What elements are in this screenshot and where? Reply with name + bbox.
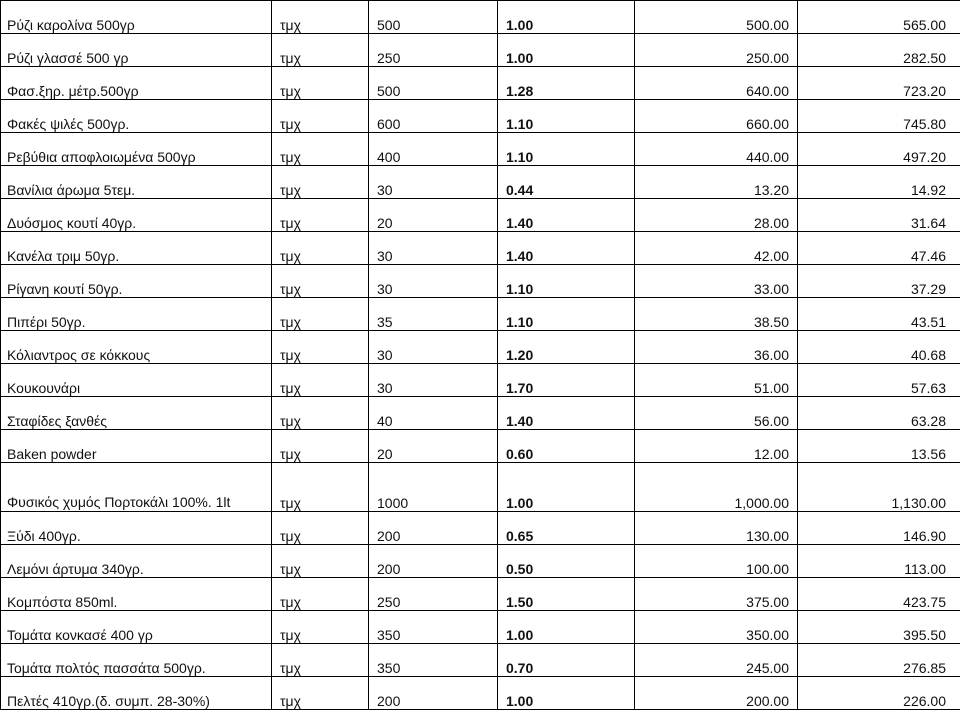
gross-amount: 423.75 [798,578,960,611]
table-row [1,133,960,166]
net-amount: 13.20 [635,166,798,199]
quantity: 350 [369,611,498,644]
net-amount: 640.00 [635,67,798,100]
unit-price: 0.50 [498,545,635,578]
unit: τμχ [272,1,369,34]
table-row [1,166,960,199]
net-amount: 51.00 [635,364,798,397]
product-name: Πελτές 410γρ.(δ. συμπ. 28-30%) [1,677,272,710]
unit: τμχ [272,578,369,611]
net-amount: 200.00 [635,677,798,710]
product-name: Ξύδι 400γρ. [1,512,272,545]
table-row [1,34,960,67]
table-row [1,397,960,430]
quantity: 500 [369,1,498,34]
unit-price: 1.70 [498,364,635,397]
unit: τμχ [272,331,369,364]
product-name: Φυσικός χυμός Πορτοκάλι 100%. 1lt [1,463,272,512]
table-row [1,298,960,331]
net-amount: 130.00 [635,512,798,545]
unit: τμχ [272,34,369,67]
unit-price: 0.70 [498,644,635,677]
unit: τμχ [272,430,369,463]
product-name: Σταφίδες ξανθές [1,397,272,430]
unit-price: 0.44 [498,166,635,199]
table-row [1,512,960,545]
unit: τμχ [272,677,369,710]
quantity: 350 [369,644,498,677]
net-amount: 33.00 [635,265,798,298]
gross-amount: 276.85 [798,644,960,677]
unit: τμχ [272,100,369,133]
unit: τμχ [272,545,369,578]
net-amount: 250.00 [635,34,798,67]
quantity: 250 [369,34,498,67]
gross-amount: 497.20 [798,133,960,166]
unit: τμχ [272,199,369,232]
unit: τμχ [272,644,369,677]
net-amount: 1,000.00 [635,463,798,512]
unit-price: 1.10 [498,100,635,133]
gross-amount: 14.92 [798,166,960,199]
quantity: 250 [369,578,498,611]
unit-price: 1.50 [498,578,635,611]
net-amount: 28.00 [635,199,798,232]
product-name: Ρύζι καρολίνα 500γρ [1,1,272,34]
table-row [1,430,960,463]
product-name: Βανίλια άρωμα 5τεμ. [1,166,272,199]
table-row [1,364,960,397]
gross-amount: 226.00 [798,677,960,710]
quantity: 200 [369,677,498,710]
net-amount: 350.00 [635,611,798,644]
gross-amount: 31.64 [798,199,960,232]
quantity: 30 [369,265,498,298]
unit-price: 1.28 [498,67,635,100]
unit-price: 1.00 [498,677,635,710]
product-name: Ρεβύθια αποφλοιωμένα 500γρ [1,133,272,166]
unit-price: 1.00 [498,611,635,644]
unit-price: 1.00 [498,34,635,67]
table-row [1,545,960,578]
gross-amount: 1,130.00 [798,463,960,512]
product-name: Δυόσμος κουτί 40γρ. [1,199,272,232]
quantity: 30 [369,331,498,364]
quantity: 400 [369,133,498,166]
product-name: Κανέλα τριμ 50γρ. [1,232,272,265]
unit: τμχ [272,463,369,512]
product-name: Κομπόστα 850ml. [1,578,272,611]
table-body [1,1,960,710]
quantity: 200 [369,545,498,578]
net-amount: 500.00 [635,1,798,34]
gross-amount: 40.68 [798,331,960,364]
quantity: 20 [369,199,498,232]
gross-amount: 565.00 [798,1,960,34]
table-row [1,199,960,232]
unit: τμχ [272,397,369,430]
unit: τμχ [272,298,369,331]
table-row [1,232,960,265]
net-amount: 36.00 [635,331,798,364]
quantity: 600 [369,100,498,133]
unit: τμχ [272,611,369,644]
product-name: Τομάτα πολτός πασσάτα 500γρ. [1,644,272,677]
unit-price: 1.10 [498,298,635,331]
gross-amount: 13.56 [798,430,960,463]
gross-amount: 723.20 [798,67,960,100]
table-row [1,265,960,298]
unit-price: 1.10 [498,265,635,298]
net-amount: 245.00 [635,644,798,677]
table-row [1,67,960,100]
quantity: 35 [369,298,498,331]
table-row [1,463,960,512]
quantity: 500 [369,67,498,100]
gross-amount: 146.90 [798,512,960,545]
table-row [1,611,960,644]
net-amount: 375.00 [635,578,798,611]
gross-amount: 63.28 [798,397,960,430]
unit-price: 1.00 [498,1,635,34]
unit-price: 1.40 [498,397,635,430]
net-amount: 56.00 [635,397,798,430]
unit: τμχ [272,166,369,199]
gross-amount: 395.50 [798,611,960,644]
product-name: Κόλιαντρος σε κόκκους [1,331,272,364]
table-row [1,644,960,677]
unit: τμχ [272,364,369,397]
gross-amount: 43.51 [798,298,960,331]
gross-amount: 745.80 [798,100,960,133]
net-amount: 38.50 [635,298,798,331]
quantity: 30 [369,166,498,199]
unit-price: 1.10 [498,133,635,166]
gross-amount: 113.00 [798,545,960,578]
unit: τμχ [272,265,369,298]
unit-price: 1.40 [498,199,635,232]
net-amount: 440.00 [635,133,798,166]
gross-amount: 282.50 [798,34,960,67]
product-name: Τομάτα κονκασέ 400 γρ [1,611,272,644]
product-name: Φακές ψιλές 500γρ. [1,100,272,133]
table-row [1,331,960,364]
unit: τμχ [272,67,369,100]
unit-price: 0.60 [498,430,635,463]
table-row [1,100,960,133]
net-amount: 12.00 [635,430,798,463]
product-name: Κουκουνάρι [1,364,272,397]
gross-amount: 57.63 [798,364,960,397]
unit-price: 1.40 [498,232,635,265]
net-amount: 100.00 [635,545,798,578]
unit: τμχ [272,512,369,545]
quantity: 1000 [369,463,498,512]
net-amount: 42.00 [635,232,798,265]
product-name: Πιπέρι 50γρ. [1,298,272,331]
unit: τμχ [272,133,369,166]
product-name: Ρίγανη κουτί 50γρ. [1,265,272,298]
unit-price: 1.00 [498,463,635,512]
table-row [1,578,960,611]
table-row [1,677,960,710]
unit: τμχ [272,232,369,265]
quantity: 30 [369,364,498,397]
unit-price: 1.20 [498,331,635,364]
gross-amount: 37.29 [798,265,960,298]
net-amount: 660.00 [635,100,798,133]
quantity: 40 [369,397,498,430]
product-name: Φασ.ξηρ. μέτρ.500γρ [1,67,272,100]
table-row [1,1,960,34]
product-name: Baken powder [1,430,272,463]
quantity: 30 [369,232,498,265]
product-name: Λεμόνι άρτυμα 340γρ. [1,545,272,578]
unit-price: 0.65 [498,512,635,545]
gross-amount: 47.46 [798,232,960,265]
quantity: 20 [369,430,498,463]
product-name: Ρύζι γλασσέ 500 γρ [1,34,272,67]
quantity: 200 [369,512,498,545]
